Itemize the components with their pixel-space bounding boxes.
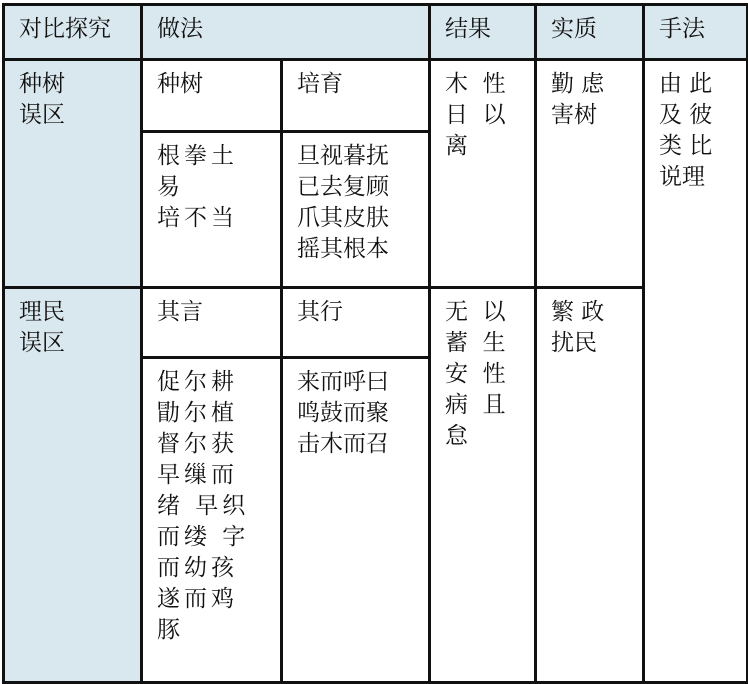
tree-essence-text: 勤 虑 害树	[551, 71, 605, 129]
people-row-top	[4, 288, 748, 358]
header-essence	[536, 5, 644, 60]
tree-essence	[536, 60, 644, 288]
header-result-text: 结果	[445, 16, 491, 42]
tree-method-b-body-text: 旦视暮抚 已去复顾 爪其皮肤 摇其根本	[297, 143, 389, 263]
tree-result	[430, 60, 536, 288]
people-result-text: 无 以 蓄 生 安 性 病 且 怠	[445, 299, 506, 450]
tree-row-top	[4, 60, 748, 132]
people-misconception-text: 理民 误区	[19, 299, 65, 357]
header-technique-text: 手法	[659, 16, 705, 42]
people-method-a-body	[142, 358, 282, 683]
tree-result-text: 木 性 日 以 离	[445, 71, 506, 160]
people-method-a-title	[142, 288, 282, 358]
people-method-b-title-text: 其行	[297, 299, 343, 325]
header-result	[430, 5, 536, 60]
header-essence-text: 实质	[551, 16, 597, 42]
tree-method-b-title	[282, 60, 430, 132]
tree-method-b-body	[282, 132, 430, 288]
people-method-b-title	[282, 288, 430, 358]
people-method-b-body	[282, 358, 430, 683]
tree-method-a-title	[142, 60, 282, 132]
comparison-table	[2, 3, 748, 684]
header-method	[142, 5, 430, 60]
people-essence	[536, 288, 644, 683]
people-essence-text: 繁 政 扰民	[551, 299, 605, 357]
header-row	[4, 5, 748, 60]
people-method-a-body-text: 促尔耕 勖尔植 督尔获 早缫而 绪 早织 而缕 字 而幼孩 遂而鸡 豚	[157, 369, 250, 644]
people-misconception-label	[4, 288, 142, 683]
header-compare	[4, 5, 142, 60]
header-method-text: 做法	[157, 16, 203, 42]
tree-method-a-title-text: 种树	[157, 71, 203, 97]
header-compare-text: 对比探究	[19, 16, 111, 42]
tree-method-a-body	[142, 132, 282, 288]
people-method-b-body-text: 来而呼曰 鸣鼓而聚 击木而召	[297, 369, 389, 458]
tree-method-a-body-text: 根拳土 易 培不当	[157, 143, 238, 232]
people-result	[430, 288, 536, 683]
tree-misconception-label	[4, 60, 142, 288]
header-technique	[644, 5, 748, 60]
technique-text: 由 此 及 彼 类 比 说理	[659, 71, 713, 191]
comparison-table-wrapper	[2, 3, 746, 681]
tree-misconception-text: 种树 误区	[19, 71, 65, 129]
technique-cell	[644, 60, 748, 683]
tree-method-b-title-text: 培育	[297, 71, 343, 97]
people-method-a-title-text: 其言	[157, 299, 203, 325]
